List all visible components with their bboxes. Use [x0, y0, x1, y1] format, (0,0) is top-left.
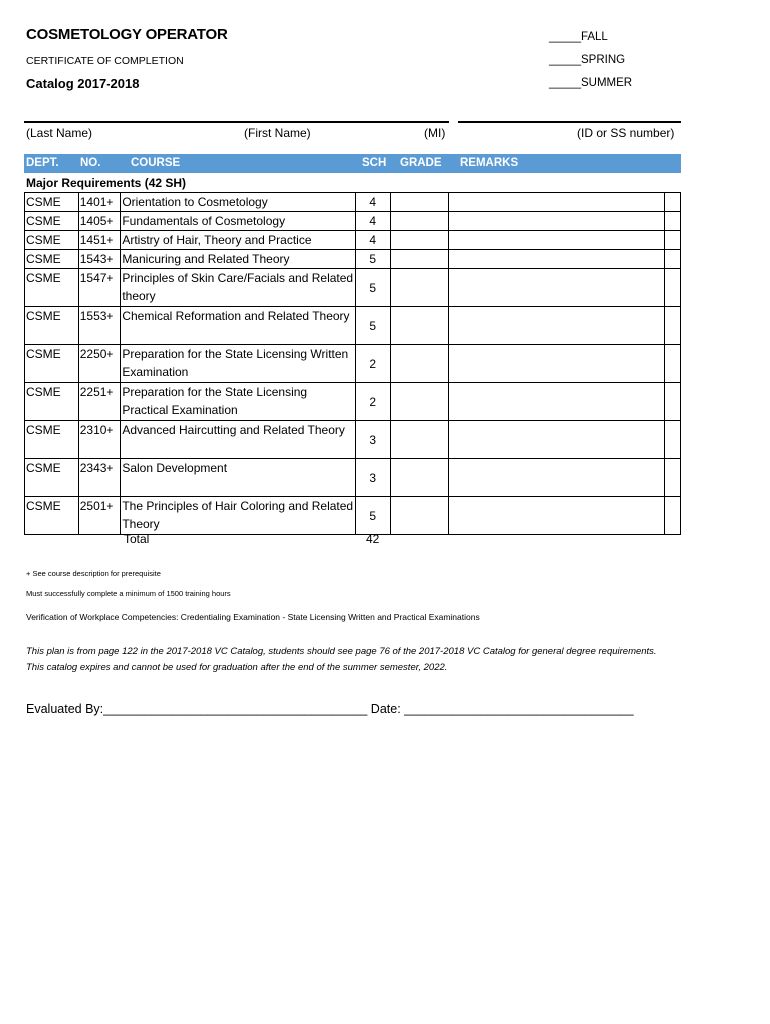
- course-number: 1543+: [78, 250, 121, 269]
- evaluated-by-field[interactable]: Evaluated By:______________________________________: [26, 702, 368, 716]
- course-number: 1401+: [78, 193, 121, 212]
- course-title: Salon Development: [121, 459, 355, 497]
- signature-row: [26, 702, 634, 716]
- last-name-label: (Last Name): [26, 126, 93, 140]
- course-sch: 3: [355, 421, 390, 459]
- remarks-cell[interactable]: [448, 212, 664, 231]
- course-sch: 5: [355, 307, 390, 345]
- extra-cell: [664, 421, 680, 459]
- extra-cell: [664, 250, 680, 269]
- remarks-cell[interactable]: [448, 269, 664, 307]
- course-dept: CSME: [25, 345, 79, 383]
- extra-cell: [664, 307, 680, 345]
- table-row: [25, 307, 681, 345]
- table-row: [25, 421, 681, 459]
- table-row: [25, 497, 681, 535]
- course-sch: 2: [355, 345, 390, 383]
- course-sch: 5: [355, 269, 390, 307]
- extra-cell: [664, 212, 680, 231]
- course-dept: CSME: [25, 231, 79, 250]
- course-number: 2501+: [78, 497, 121, 535]
- course-dept: CSME: [25, 193, 79, 212]
- table-row: [25, 250, 681, 269]
- remarks-cell[interactable]: [448, 231, 664, 250]
- course-sch: 5: [355, 250, 390, 269]
- id-number-label: (ID or SS number): [577, 126, 675, 140]
- extra-cell: [664, 345, 680, 383]
- grade-cell[interactable]: [391, 383, 449, 421]
- course-title: Manicuring and Related Theory: [121, 250, 355, 269]
- course-title: The Principles of Hair Coloring and Related Theory: [121, 497, 355, 535]
- remarks-cell[interactable]: [448, 383, 664, 421]
- course-sch: 3: [355, 459, 390, 497]
- term-spring-blank[interactable]: _____SPRING: [549, 54, 626, 66]
- total-label: Total: [124, 532, 150, 546]
- extra-cell: [664, 383, 680, 421]
- certificate-subtitle: CERTIFICATE OF COMPLETION: [26, 55, 184, 67]
- course-title: Chemical Reformation and Related Theory: [121, 307, 355, 345]
- course-dept: CSME: [25, 307, 79, 345]
- course-number: 2343+: [78, 459, 121, 497]
- column-header-dept: DEPT.: [26, 157, 59, 169]
- column-header-remarks: REMARKS: [460, 157, 519, 169]
- extra-cell: [664, 193, 680, 212]
- course-title: Principles of Skin Care/Facials and Related theory: [121, 269, 355, 307]
- table-row: [25, 212, 681, 231]
- training-hours-note: Must successfully complete a minimum of 1500 training hours: [26, 589, 231, 598]
- course-title: Advanced Haircutting and Related Theory: [121, 421, 355, 459]
- student-name-line[interactable]: [24, 121, 449, 123]
- extra-cell: [664, 231, 680, 250]
- course-dept: CSME: [25, 212, 79, 231]
- date-field[interactable]: Date: _________________________________: [370, 702, 634, 716]
- table-row: [25, 345, 681, 383]
- table-row: [25, 269, 681, 307]
- catalog-year: Catalog 2017-2018: [26, 76, 140, 91]
- remarks-cell[interactable]: [448, 250, 664, 269]
- grade-cell[interactable]: [391, 459, 449, 497]
- remarks-cell[interactable]: [448, 497, 664, 535]
- course-title: Artistry of Hair, Theory and Practice: [121, 231, 355, 250]
- course-number: 1553+: [78, 307, 121, 345]
- course-number: 2251+: [78, 383, 121, 421]
- student-id-line[interactable]: [458, 121, 681, 123]
- grade-cell[interactable]: [391, 193, 449, 212]
- column-header-sch: SCH: [362, 157, 387, 169]
- course-sch: 5: [355, 497, 390, 535]
- section-heading: Major Requirements (42 SH): [26, 176, 187, 190]
- catalog-plan-note: This plan is from page 122 in the 2017-2018 VC Catalog, students should see page 76 of the 2017-2018 VC Catalog for general degree requirements. This catalog expires and cannot be used for graduation after the end of the summer semester, 2022.: [26, 646, 657, 673]
- course-title: Orientation to Cosmetology: [121, 193, 355, 212]
- course-number: 2250+: [78, 345, 121, 383]
- column-header-number: NO.: [80, 157, 101, 169]
- remarks-cell[interactable]: [448, 421, 664, 459]
- course-dept: CSME: [25, 383, 79, 421]
- column-header-course: COURSE: [131, 157, 181, 169]
- grade-cell[interactable]: [391, 269, 449, 307]
- course-sch: 4: [355, 193, 390, 212]
- course-sch: 2: [355, 383, 390, 421]
- course-dept: CSME: [25, 421, 79, 459]
- term-fall-blank[interactable]: _____FALL: [549, 31, 608, 43]
- course-number: 1451+: [78, 231, 121, 250]
- grade-cell[interactable]: [391, 307, 449, 345]
- grade-cell[interactable]: [391, 497, 449, 535]
- table-row: [25, 231, 681, 250]
- column-header-grade: GRADE: [400, 157, 442, 169]
- extra-cell: [664, 497, 680, 535]
- remarks-cell[interactable]: [448, 193, 664, 212]
- grade-cell[interactable]: [391, 421, 449, 459]
- grade-cell[interactable]: [391, 250, 449, 269]
- course-sch: 4: [355, 231, 390, 250]
- remarks-cell[interactable]: [448, 345, 664, 383]
- term-summer-blank[interactable]: _____SUMMER: [549, 77, 633, 89]
- course-dept: CSME: [25, 269, 79, 307]
- course-table: [24, 192, 681, 535]
- page-title: COSMETOLOGY OPERATOR: [26, 26, 228, 43]
- course-number: 1547+: [78, 269, 121, 307]
- remarks-cell[interactable]: [448, 307, 664, 345]
- table-row: [25, 383, 681, 421]
- course-title: Fundamentals of Cosmetology: [121, 212, 355, 231]
- grade-cell[interactable]: [391, 212, 449, 231]
- course-dept: CSME: [25, 459, 79, 497]
- remarks-cell[interactable]: [448, 459, 664, 497]
- course-number: 2310+: [78, 421, 121, 459]
- course-sch: 4: [355, 212, 390, 231]
- extra-cell: [664, 269, 680, 307]
- grade-cell[interactable]: [391, 231, 449, 250]
- table-header-bar: [24, 154, 681, 173]
- middle-initial-label: (MI): [424, 126, 446, 140]
- grade-cell[interactable]: [391, 345, 449, 383]
- course-title: Preparation for the State Licensing Written Examination: [121, 345, 355, 383]
- course-dept: CSME: [25, 250, 79, 269]
- extra-cell: [664, 459, 680, 497]
- verification-note: Verification of Workplace Competencies: Credentialing Examination - State Licensing Written and Practical Examinations: [26, 612, 480, 622]
- total-hours: 42: [366, 532, 380, 546]
- table-row: [25, 459, 681, 497]
- first-name-label: (First Name): [244, 126, 311, 140]
- course-dept: CSME: [25, 497, 79, 535]
- course-title: Preparation for the State Licensing Practical Examination: [121, 383, 355, 421]
- table-row: [25, 193, 681, 212]
- prerequisite-note: + See course description for prerequisite: [26, 569, 161, 578]
- course-number: 1405+: [78, 212, 121, 231]
